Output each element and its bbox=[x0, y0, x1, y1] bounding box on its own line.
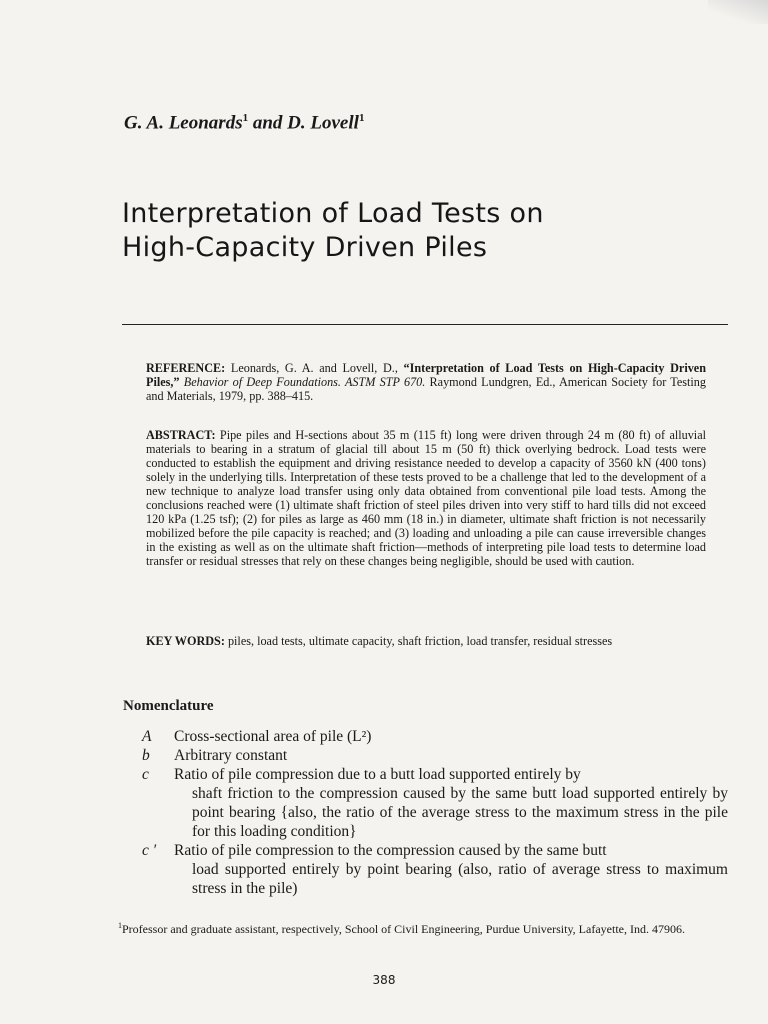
footnote-text: Professor and graduate assistant, respectively, School of Civil Engineering, Purdue University, Lafayette, Ind. 47906. bbox=[122, 922, 685, 936]
definition-text: Cross-sectional area of pile (L²) bbox=[174, 728, 372, 745]
reference-authors: Leonards, G. A. and Lovell, D., bbox=[225, 361, 404, 375]
author-name: G. A. Leonards bbox=[124, 112, 243, 134]
nomenclature-item bbox=[130, 727, 728, 746]
definition-text: Ratio of pile compression due to a butt load supported entirely by bbox=[174, 766, 581, 783]
definition-continuation: load supported entirely by point bearing (also, ratio of average stress to maximum stress in the pile) bbox=[192, 861, 728, 897]
footnote-marker: 1 bbox=[118, 921, 122, 930]
nomenclature-item bbox=[130, 765, 728, 841]
footnote bbox=[118, 919, 728, 936]
nomenclature-definition bbox=[174, 746, 728, 765]
nomenclature-symbol: c ′ bbox=[142, 842, 157, 859]
nomenclature-symbol: b bbox=[142, 747, 150, 764]
author-name: D. Lovell bbox=[287, 112, 359, 134]
definition-text: Ratio of pile compression to the compression caused by the same butt bbox=[174, 842, 607, 859]
scan-artifact bbox=[708, 0, 768, 24]
definition-continuation: shaft friction to the compression caused by the same butt load supported entirely by point bearing {also, the ratio of the average stress to the maximum stress in the pile for this loading condition} bbox=[192, 785, 728, 840]
reference-rest: Raymond Lundgren, Ed., American Society for Testing and Materials, 1979, pp. 388–415. bbox=[146, 375, 706, 403]
author-line bbox=[124, 112, 364, 134]
author-conjunction: and bbox=[248, 112, 288, 134]
paper-title bbox=[122, 197, 722, 265]
reference-paragraph bbox=[146, 361, 706, 403]
nomenclature-item bbox=[130, 746, 728, 765]
reference-title: “Interpretation of Load Tests on High-Capacity Driven Piles,” bbox=[146, 361, 706, 389]
keywords-text: piles, load tests, ultimate capacity, shaft friction, load transfer, residual stresses bbox=[224, 634, 613, 648]
nomenclature-item bbox=[130, 841, 728, 898]
nomenclature-definition bbox=[174, 727, 728, 746]
nomenclature-list bbox=[130, 727, 728, 898]
footnote-marker: 1 bbox=[242, 112, 249, 124]
nomenclature-heading: Nomenclature bbox=[123, 698, 214, 714]
keywords-paragraph bbox=[146, 634, 706, 648]
page-number: 388 bbox=[372, 973, 396, 987]
reference-book: Behavior of Deep Foundations. ASTM STP 670. bbox=[179, 375, 426, 389]
keywords-label: KEY WORDS: bbox=[146, 634, 225, 648]
footnote-marker: 1 bbox=[358, 112, 365, 124]
nomenclature-symbol: A bbox=[142, 728, 152, 745]
reference-label: REFERENCE: bbox=[146, 361, 226, 375]
nomenclature-definition bbox=[174, 841, 728, 898]
nomenclature-definition bbox=[174, 765, 728, 841]
definition-text: Arbitrary constant bbox=[174, 747, 288, 764]
abstract-paragraph bbox=[146, 428, 706, 568]
title-line: High-Capacity Driven Piles bbox=[122, 232, 488, 263]
nomenclature-symbol: c bbox=[142, 766, 149, 783]
abstract-label: ABSTRACT: bbox=[146, 428, 216, 442]
title-divider bbox=[122, 324, 728, 325]
title-line: Interpretation of Load Tests on bbox=[122, 198, 544, 229]
abstract-text: Pipe piles and H-sections about 35 m (115 ft) long were driven through 24 m (80 ft) of alluvial materials to bearing in a stratum of glacial till about 15 m (50 ft) thick overlying bedrock. Load tests were conducted to establish the equipment and driving resistance needed to develop a capacity of 3560 kN (400 tons) solely in the underlying tills. Interpretation of these tests proved to be a challenge that led to the development of a new technique to analyze load transfer using only data obtained from conventional pile load tests. Among the conclusions reached were (1) ultimate shaft friction of steel piles driven into very stiff to hard tills did not exceed 120 kPa (1.25 tsf); (2) for piles as large as 460 mm (18 in.) in diameter, ultimate shaft friction is not necessarily mobilized before the pile capacity is reached; and (3) loading and unloading a pile can cause irreversible changes in the existing as well as on the ultimate shaft friction—methods of interpreting pile load tests to determine load transfer or residual stresses that rely on these changes being negligible, should be used with caution. bbox=[146, 428, 706, 568]
